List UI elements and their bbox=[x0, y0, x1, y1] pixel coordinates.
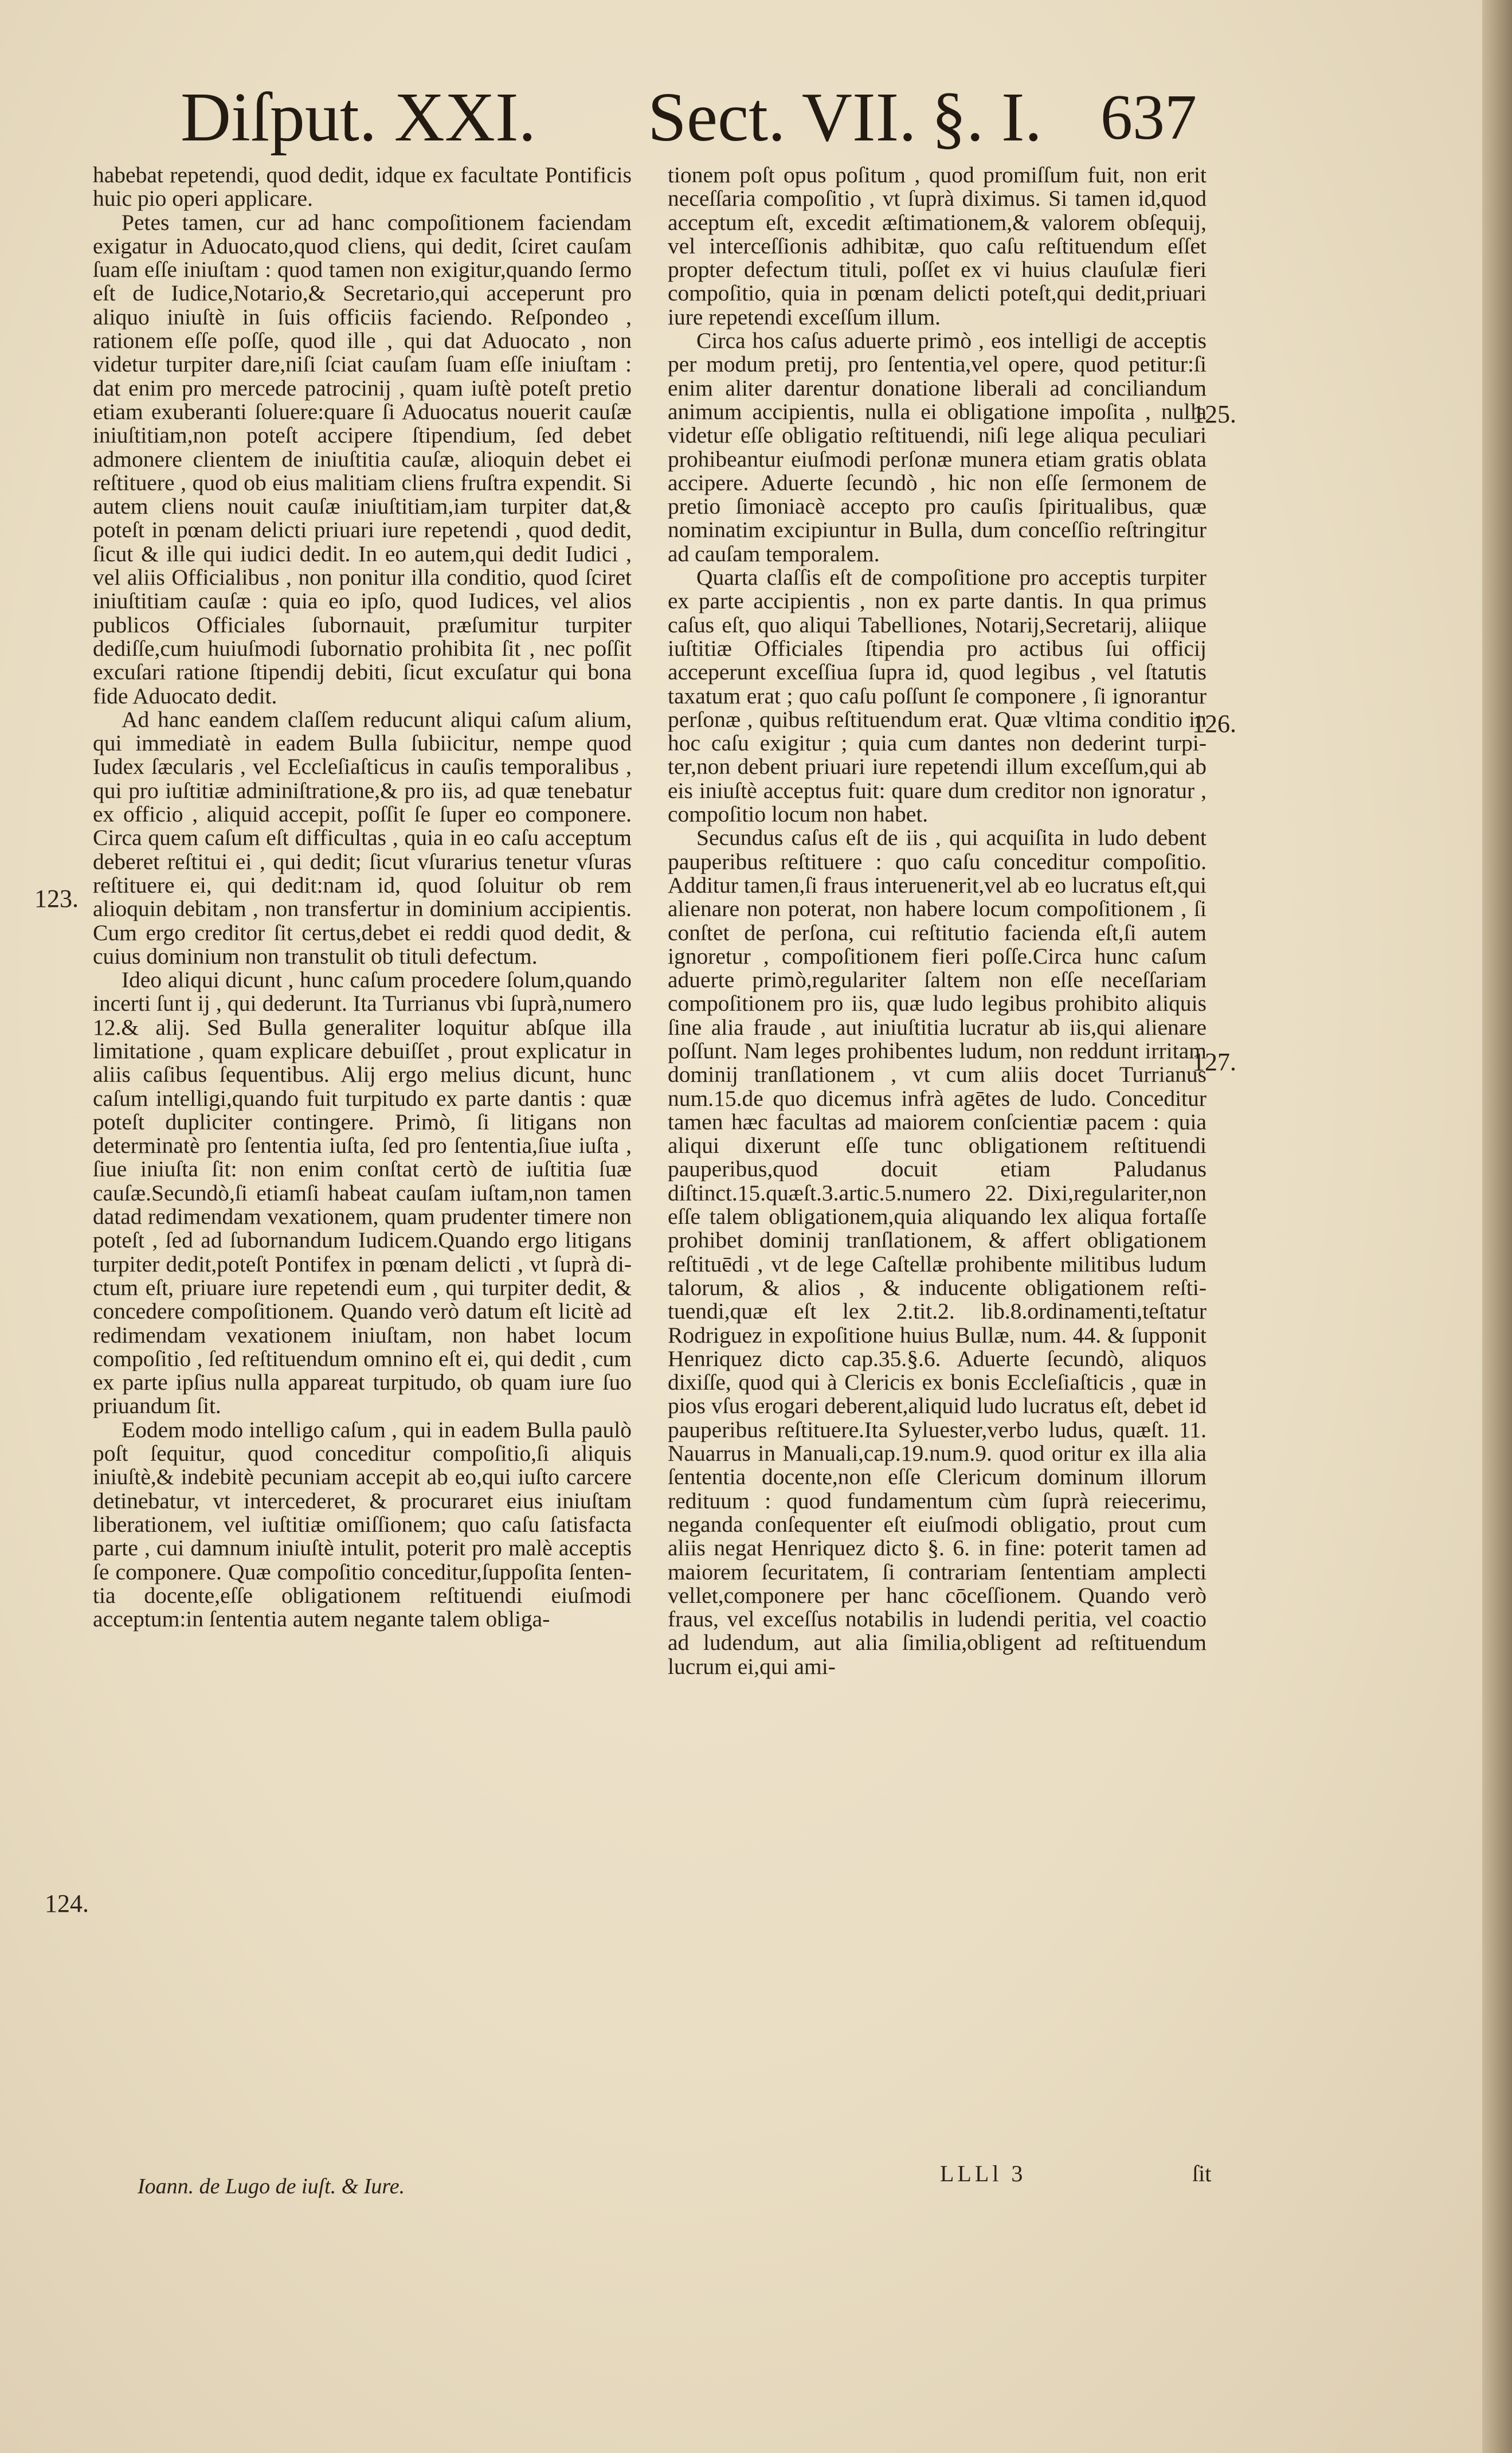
paragraph: Ad hanc eandem claſſem reducunt aliqui caſum alium, qui immediatè in eadem Bulla ſubiicitur, nempe quod Iudex ſæcularis , vel Eccleſiaſticus in cauſis temporalibus , qui pro iuſtitiæ adminiſtratione,& pro iis, ad quæ tenebatur ex officio , aliquid accepit, poſſit ſe ſuper eo componere. Circa quem caſum eſt difficultas , quia in eo caſu acceptum deberet reſtitui ei , qui dedit; ſicut vſurarius tenetur vſuras reſtituere ei, qui dedit:nam id, quod ſoluitur ob rem alioquin debitam , non transfertur in dominium accipientis. Cum ergo creditor ſit certus,debet ei reddi quod dedit, & cuius dominium non transtulit ob tituli defectum. bbox=[93, 706, 632, 969]
running-title: Ioann. de Lugo de iuſt. & Iure. bbox=[138, 2174, 405, 2198]
header-section: Sect. VII. bbox=[648, 79, 916, 156]
page-edge bbox=[1482, 0, 1512, 2453]
right-column bbox=[668, 163, 1207, 1679]
paragraph: habebat repetendi, quod dedit, idque ex facultate Pontificis huic pio operi applicare. bbox=[93, 162, 632, 212]
paragraph: Secundus caſus eſt de iis , qui acquiſita in ludo debent pauperibus reſtituere : quo caſu conceditur compoſitio. Additur tamen,ſi fraus interuenerit,vel ab eo lucratus eſt,qui alienare non poterat, non habere locum compoſitionem , ſi conſtet de perſona, cui reſtitutio facienda eſt,ſi autem ignoretur , compoſitionem fieri poſſe.Circa hunc caſum aduerte primò,regulariter ſaltem non eſſe neceſſariam compoſitionem pro iis, quæ ludo legibus prohibito aliquis ſine alia fraude , aut iniuſtitia lucratur ab iis,qui alienare poſſunt. Nam leges prohibentes ludum, non reddunt irritam dominij tranſlationem , vt cum aliis docet Turrianus num.15.de quo dicemus infrà agētes de ludo. Conceditur tamen hæc facultas ad maiorem conſcientiæ pacem : quia aliqui dixerunt eſſe tunc obligationem reſtituendi pauperibus,quod docuit etiam Paludanus diſtinct.15.quæſt.3.artic.5.numero 22. Dixi,regulariter,non eſſe talem obligationem,quia aliquando lex aliqua fortaſſe prohibet dominij tranſlationem, & affert obligationem reſtituēdi , vt de lege Caſtellæ prohibente militibus ludum talorum, & alios , & inducente obligationem reſtituendi,quæ eſt lex 2.tit.2. lib.8.ordinamenti,teſtatur Rodriguez in expoſitione huius Bullæ, num. 44. & ſupponit Henriquez dicto cap.35.§.6. Aduerte ſecundò, aliquos dixiſſe, quod qui à Clericis ex bonis Eccleſiaſticis , quæ in pios vſus erogari deberent,aliquid ludo lucratus eſt, debet id pauperibus reſtituere.Ita Syluester,verbo ludus, quæſt. 11. Nauarrus in Manuali,cap.19.num.9. quod oritur ex illa alia ſententia docente,non eſſe Clericum dominum illorum redituum : quod fundamentum cùm ſuprà reiecerimu, neganda conſequenter eſt eiuſmodi obligatio, prout cum aliis negat Henriquez dicto §. 6. in fine: poterit tamen ad maiorem ſecuritatem, ſi contrariam ſententiam amplecti vellet,componere per hanc cōceſſionem. Quando verò fraus, vel exceſſus notabilis in ludendi peritia, vel coactio ad ludendum, aut alia ſimilia,obligent ad reſtituendum lucrum ei,qui ami- bbox=[668, 825, 1207, 1679]
margin-number: 125. bbox=[1192, 400, 1236, 428]
paragraph: Ideo aliqui dicunt , hunc caſum procedere ſolum,quando incerti ſunt ij , qui dederunt. Ita Turrianus vbi ſuprà,numero 12.& alij. Sed Bulla generaliter loquitur abſque illa limitatione , quam explicare debuiſſet , prout explicatur in aliis caſibus ſequentibus. Alij ergo melius dicunt, hunc caſum intelligi,quando fuit turpitudo ex parte dantis : quæ poteſt dupliciter contingere. Primò, ſi litigans non determinatè pro ſententia iuſta, ſed pro ſententia,ſiue iuſta , ſiue iniuſta ſit: non enim conſtat certò de iuſtitia ſuæ cauſæ.Secundò,ſi etiamſi habeat cauſam iuſtam,non tamen datad redimendam vexationem, quam prudenter timere non poteſt , ſed ad ſubornandum Iudicem.Quando ergo litigans turpiter dedit,poteſt Pontifex in pœnam delicti , vt ſuprà dictum eſt, priuare iure repetendi eum , qui turpiter dedit, & concedere compoſitionem. Quando verò datum eſt licitè ad redimendam vexationem iniuſtam, non habet locum compoſitio , ſed reſtituendum omnino eſt ei, qui dedit , cum ex parte ipſius nulla appareat turpitudo, ob quam iure ſuo priuandum ſit. bbox=[93, 967, 632, 1419]
paragraph: Circa hos caſus aduerte primò , eos intelligi de acceptis per modum pretij, pro ſententia,vel opere, quod petitur:ſi enim aliter darentur donatione liberali ad conciliandum animum accipientis, nulla ei obligatione impoſita , nulla videtur eſſe obligatio reſtituendi, niſi lege aliqua peculiari prohibeantur eiuſmodi perſonæ munera etiam gratis oblata accipere. Aduerte ſecundò , hic non eſſe ſermonem de pretio ſimoniacè accepto pro cauſis ſpiritualibus, quæ nominatim excipiuntur in Bulla, dum conceſſio reſtringitur ad cauſam temporalem. bbox=[668, 328, 1207, 566]
catchword: ſit bbox=[1192, 2161, 1212, 2186]
header-disputation: Diſput. XXI. bbox=[181, 79, 536, 156]
margin-number: 124. bbox=[45, 1889, 89, 1918]
margin-number: 127. bbox=[1192, 1048, 1236, 1076]
margin-number: 126. bbox=[1192, 710, 1236, 738]
running-header bbox=[172, 75, 1204, 161]
margin-number: 123. bbox=[34, 885, 79, 913]
paragraph: tionem poſt opus poſitum , quod promiſſum fuit, non erit neceſſaria compoſitio , vt ſuprà diximus. Si tamen id,quod acceptum eſt, excedit æſtimationem,& valorem obſequij, vel interceſſionis adhibitæ, quo caſu reſtituendum eſſet propter defectum tituli, poſſet ex vi huius clauſulæ fieri compoſitio, quia in pœnam delicti poteſt,qui dedit,priuari iure repetendi exceſſum illum. bbox=[668, 162, 1207, 330]
paragraph: Quarta claſſis eſt de compoſitione pro acceptis turpiter ex parte accipientis , non ex parte dantis. In qua primus caſus eſt, quo aliqui Tabelliones, Notarij,Secretarij, aliique iuſtitiæ Officiales ſtipendia pro actibus ſui officij acceperunt exceſſiua ſupra id, quod legibus , vel ſtatutis taxatum erat ; quo caſu poſſunt ſe componere , ſi ignorantur perſonæ , quibus reſtituendum erat. Quæ vltima conditio in hoc caſu exigitur ; quia cum dantes non dederint turpiter,non debent priuari iure repetendi illum exceſſum,qui ab eis iniuſtè acceptus fuit: quare dum creditor non ignoratur , compoſitio locum non habet. bbox=[668, 565, 1207, 827]
left-column bbox=[93, 163, 632, 1631]
page-number: 637 bbox=[1100, 82, 1197, 153]
signature-mark: LLLl 3 bbox=[940, 2161, 1027, 2186]
paragraph: Eodem modo intelligo caſum , qui in eadem Bulla paulò poſt ſequitur, quod conceditur compoſitio,ſi aliquis iniuſtè,& indebitè pecuniam accepit ab eo,qui iuſto carcere detinebatur, vt intercederet, & procuraret eius iniuſtam liberationem, vel iuſtitiæ omiſſionem; quo caſu ſatisfacta parte , cui damnum iniuſtè intulit, poterit pro malè acceptis ſe componere. Quæ compoſitio conceditur,ſuppoſita ſententia docente,eſſe obligationem reſtituendi eiuſmodi acceptum:in ſententia autem negante talem obliga- bbox=[93, 1417, 632, 1632]
header-paragraph: §. I. bbox=[931, 79, 1043, 156]
paragraph: Petes tamen, cur ad hanc compoſitionem faciendam exigatur in Aduocato,quod cliens, qui dedit, ſciret cauſam ſuam eſſe iniuſtam : quod tamen non exigitur,quando ſermo eſt de Iudice,Notario,& Secretario,qui acceperunt pro aliquo iniuſtè in ſuis officiis faciendo. Reſpondeo , rationem eſſe poſſe, quod ille , qui dat Aduocato , non videtur turpiter dare,niſi ſciat cauſam ſuam eſſe iniuſtam : dat enim pro mercede patrocinij , quam iuſtè poteſt pretio etiam exuberanti ſoluere:quare ſi Aduocatus nouerit cauſæ iniuſtitiam,non poteſt accipere ſtipendium, ſed debet admonere clientem de iniuſtitia cauſæ, alioquin debet ei reſtituere , quod ob eius malitiam cliens fruſtra expendit. Si autem cliens nouit cauſæ iniuſtitiam,iam turpiter dat,& poteſt in pœnam delicti priuari iure repetendi , quod dedit, ſicut & ille qui iudici dedit. In eo autem,qui dedit Iudici , vel aliis Officialibus , non ponitur illa conditio, quod ſciret iniuſtitiam cauſæ : quia eo ipſo, quod Iudices, vel alios publicos Officiales ſubornauit, præſumitur turpiter dediſſe,cum huiuſmodi ſubornatio prohibita ſit , nec poſſit excuſari ratione ſtipendij debiti, ſicut excuſatur qui bona fide Aduocato dedit. bbox=[93, 209, 632, 709]
